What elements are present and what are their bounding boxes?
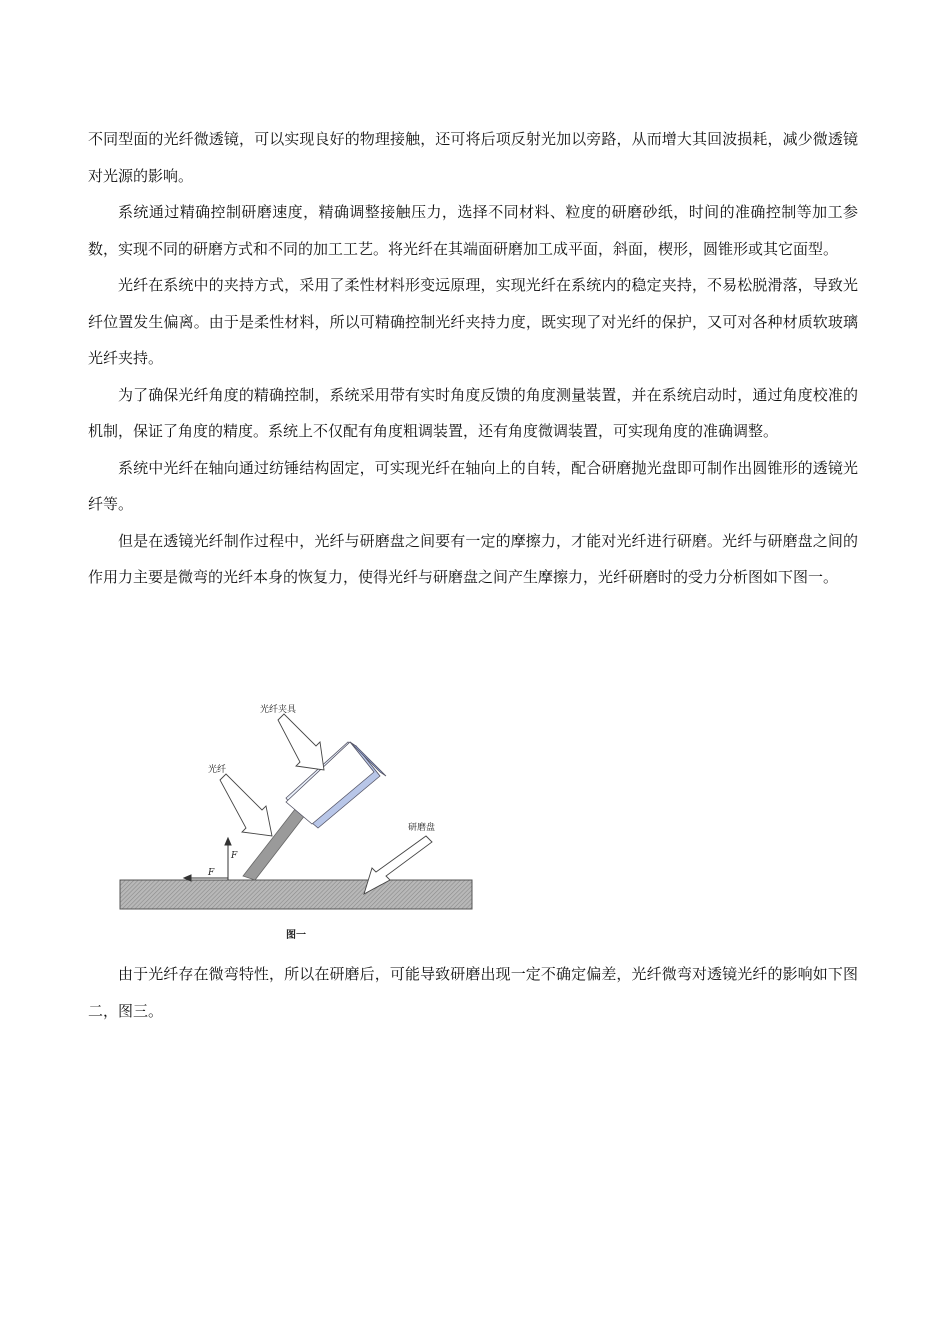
- paragraph-group: [88, 956, 858, 1029]
- paragraph: 不同型面的光纤微透镜，可以实现良好的物理接触，还可将后项反射光加以旁路，从而增大其回波损耗，减少微透镜对光源的影响。: [88, 130, 858, 185]
- arrow-fiber-pointer: [220, 774, 272, 836]
- figure-force-diagram: [110, 700, 490, 950]
- label-grinding-disc: 研磨盘: [408, 823, 436, 833]
- paragraph: 系统通过精确控制研磨速度，精确调整接触压力，选择不同材料、粒度的研磨砂纸，时间的准确控制等加工参数，实现不同的研磨方式和不同的加工工艺。将光纤在其端面研磨加工成平面，斜面，楔形，圆锥形或其它面型。: [88, 203, 858, 258]
- label-fiber: 光纤: [208, 765, 227, 775]
- paragraph-group: [88, 194, 858, 596]
- label-fiber-clamp: 光纤夹具: [260, 705, 297, 715]
- paragraph: 光纤在系统中的夹持方式，采用了柔性材料形变远原理，实现光纤在系统内的稳定夹持，不易松脱滑落，导致光纤位置发生偏离。由于是柔性材料，所以可精确控制光纤夹持力度，既实现了对光纤的保护，又可对各种材质软玻璃光纤夹持。: [88, 276, 858, 367]
- label-force-horizontal: F: [208, 868, 215, 878]
- paragraph: 但是在透镜光纤制作过程中，光纤与研磨盘之间要有一定的摩擦力，才能对光纤进行研磨。光纤与研磨盘之间的作用力主要是微弯的光纤本身的恢复力，使得光纤与研磨盘之间产生摩擦力，光纤研磨时的受力分析图如下图一。: [88, 531, 858, 586]
- force-diagram-svg: [110, 700, 490, 950]
- paragraph: 由于光纤存在微弯特性，所以在研磨后，可能导致研磨出现一定不确定偏差，光纤微弯对透镜光纤的影响如下图二，图三。: [88, 965, 858, 1020]
- arrow-clamp-pointer: [278, 714, 324, 770]
- figure-caption: 图一: [286, 930, 306, 941]
- paragraph: 系统中光纤在轴向通过纺锤结构固定，可实现光纤在轴向上的自转，配合研磨抛光盘即可制作出圆锥形的透镜光纤等。: [88, 458, 858, 513]
- grinding-disc: [120, 880, 472, 909]
- label-force-vertical: F: [231, 851, 238, 861]
- paragraph: 为了确保光纤角度的精确控制，系统采用带有实时角度反馈的角度测量装置，并在系统启动时，通过角度校准的机制，保证了角度的精度。系统上不仅配有角度粗调装置，还有角度微调装置，可实现角度的准确调整。: [88, 385, 858, 440]
